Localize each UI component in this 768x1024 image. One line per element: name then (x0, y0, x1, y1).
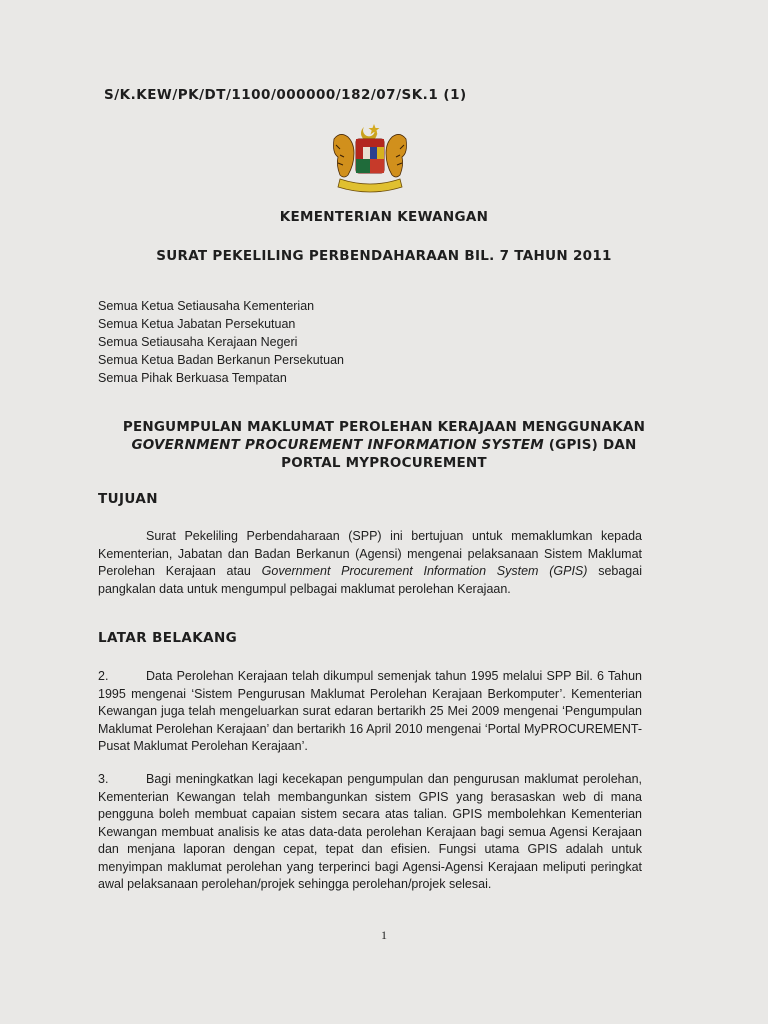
recipient-item: Semua Setiausaha Kerajaan Negeri (98, 335, 298, 349)
paragraph-3-text: Bagi meningkatkan lagi kecekapan pengumpulan dan pengurusan maklumat perolehan, Kementerian Kewangan telah membangunkan sistem GPIS yang berasaskan web di mana pengguna boleh membuat capaian sistem secara atas talian. GPIS membolehkan Kementerian Kewangan membuat analisis ke atas data-data perolehan Kerajaan bagi semua Agensi Kerajaan dan menjana laporan dengan cepat, tepat dan efisien. Fungsi utama GPIS adalah untuk menyimpan maklumat perolehan yang terperinci bagi Agensi-Agensi Kerajaan meliputi peringkat awal pelaksanaan perolehan/projek sehingga perolehan/projek selesai. (98, 772, 642, 891)
recipient-item: Semua Ketua Badan Berkanun Persekutuan (98, 353, 345, 367)
subject-line-2-italic: GOVERNMENT PROCUREMENT INFORMATION SYSTEM (131, 437, 544, 453)
paragraph-2-text: Data Perolehan Kerajaan telah dikumpul semenjak tahun 1995 melalui SPP Bil. 6 Tahun 1995 mengenai ‘Sistem Pengurusan Maklumat Perolehan Kerajaan Berkomputer’. Kementerian Kewangan juga telah mengeluarkan surat edaran bertarikh 25 Mei 2009 mengenai ‘Pengumpulan Maklumat Perolehan Kerajaan’ dan bertarikh 16 April 2010 mengenai ‘Portal MyPROCUREMENT-Pusat Maklumat Perolehan Kerajaan’. (98, 669, 642, 753)
reference-number: S/K.KEW/PK/DT/1100/000000/182/07/SK.1 (1) (104, 87, 467, 103)
section-heading-tujuan: TUJUAN (98, 491, 158, 507)
subject-heading (0, 418, 768, 472)
paragraph-tujuan-text-2: sebagai pangkalan data untuk mengumpul pelbagai maklumat perolehan Kerajaan. (98, 564, 642, 596)
paragraph-3 (98, 771, 642, 894)
subject-line-2-rest: (GPIS) DAN (543, 437, 637, 453)
recipient-item: Semua Ketua Setiausaha Kementerian (98, 299, 315, 313)
recipient-item: Semua Ketua Jabatan Persekutuan (98, 317, 296, 331)
subject-line-1: PENGUMPULAN MAKLUMAT PEROLEHAN KERAJAAN MENGGUNAKAN (122, 419, 646, 435)
circular-title: SURAT PEKELILING PERBENDAHARAAN BIL. 7 TAHUN 2011 (156, 248, 612, 264)
recipient-list (98, 297, 344, 387)
subject-line-3: PORTAL MYPROCUREMENT (281, 455, 487, 471)
paragraph-tujuan (98, 528, 642, 598)
page-number: 1 (381, 928, 387, 942)
paragraph-2-number: 2. (98, 669, 109, 683)
subject-line-2 (0, 436, 768, 454)
recipient-item: Semua Pihak Berkuasa Tempatan (98, 371, 287, 385)
paragraph-tujuan-italic: Government Procurement Information System (GPIS) (261, 564, 588, 578)
section-heading-latar-belakang: LATAR BELAKANG (98, 630, 238, 646)
ministry-title: KEMENTERIAN KEWANGAN (279, 209, 489, 225)
paragraph-2 (98, 668, 642, 756)
paragraph-3-number: 3. (98, 772, 109, 786)
paragraph-tujuan-text-1: Surat Pekeliling Perbendaharaan (SPP) ini bertujuan untuk memaklumkan kepada Kementerian, Jabatan dan Badan Berkanun (Agensi) mengenai pelaksanaan Sistem Maklumat Perolehan Kerajaan atau (98, 529, 642, 578)
coat-of-arms-icon (326, 121, 414, 193)
